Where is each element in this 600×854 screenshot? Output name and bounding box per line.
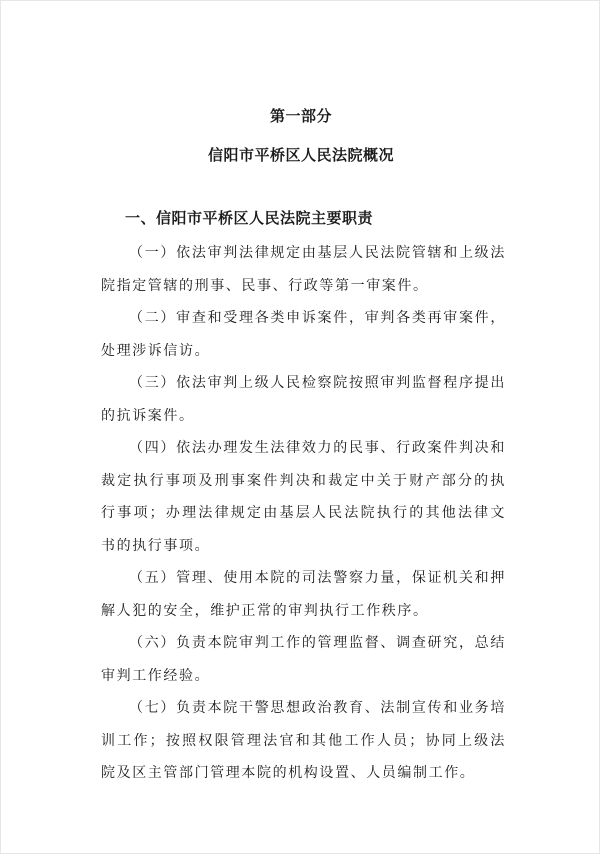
duty-item-2: （二）审查和受理各类申诉案件，审判各类再审案件，处理涉诉信访。: [101, 310, 506, 359]
duty-item-6: （六）负责本院审判工作的管理监督、调查研究，总结审判工作经验。: [101, 635, 506, 684]
duty-item-1: （一）依法审判法律规定由基层人民法院管辖和上级法院指定管辖的刑事、民事、行政等第一审案件。: [101, 245, 506, 294]
section-title: 一、信阳市平桥区人民法院主要职责: [125, 209, 374, 227]
part-heading: 第一部分: [269, 107, 332, 125]
duty-item-3: （三）依法审判上级人民检察院按照审判监督程序提出的抗诉案件。: [101, 375, 506, 424]
duty-item-7: （七）负责本院干警思想政治教育、法制宣传和业务培训工作；按照权限管理法官和其他工作人员；协同上级法院及区主管部门管理本院的机构设置、人员编制工作。: [101, 700, 506, 781]
duty-item-5: （五）管理、使用本院的司法警察力量，保证机关和押解人犯的安全，维护正常的审判执行工作秩序。: [101, 570, 506, 619]
duty-item-4: （四）依法办理发生法律效力的民事、行政案件判决和裁定执行事项及刑事案件判决和裁定中关于财产部分的执行事项；办理法律规定由基层人民法院执行的其他法律文书的执行事项。: [101, 440, 506, 554]
duties-list: [101, 237, 506, 790]
document-title: 信阳市平桥区人民法院概况: [207, 146, 394, 164]
